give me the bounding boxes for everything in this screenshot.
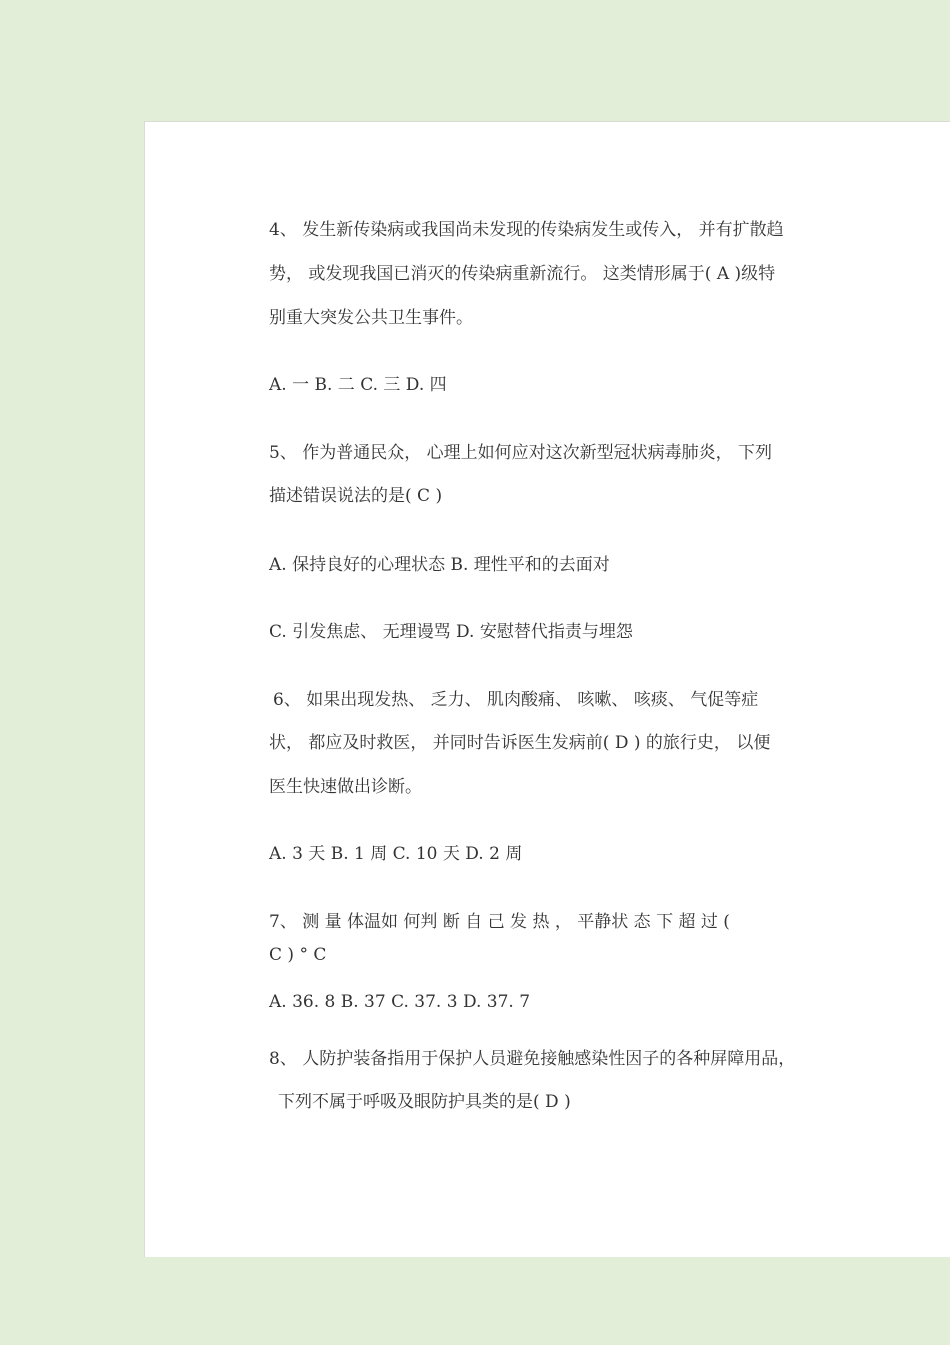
question-6-options: A. 3 天 B. 1 周 C. 10 天 D. 2 周 xyxy=(269,844,523,864)
question-7-line-1: 7、 测 量 体温如 何判 断 自 己 发 热 ， 平静状 态 下 超 过 ( xyxy=(269,912,730,932)
question-6-line-1: 6、 如果出现发热、 乏力、 肌肉酸痛、 咳嗽、 咳痰、 气促等症 xyxy=(273,690,759,710)
question-6-line-3: 医生快速做出诊断。 xyxy=(269,777,422,797)
question-8-line-1: 8、 人防护装备指用于保护人员避免接触感染性因子的各种屏障用品， xyxy=(269,1049,796,1069)
question-7-line-2: C ) ° C xyxy=(269,945,327,965)
document-page xyxy=(144,121,950,1257)
question-5-options-ab: A. 保持良好的心理状态 B. 理性平和的去面对 xyxy=(269,555,610,575)
question-5-line-1: 5、 作为普通民众， 心理上如何应对这次新型冠状病毒肺炎， 下列 xyxy=(269,443,773,463)
question-7-options: A. 36. 8 B. 37 C. 37. 3 D. 37. 7 xyxy=(269,992,531,1012)
question-5-options-cd: C. 引发焦虑、 无理谩骂 D. 安慰替代指责与埋怨 xyxy=(269,622,633,642)
question-5-line-2: 描述错误说法的是( C ) xyxy=(269,486,443,506)
question-4-line-3: 别重大突发公共卫生事件。 xyxy=(269,308,473,328)
question-6-line-2: 状， 都应及时救医， 并同时告诉医生发病前( D ) 的旅行史， 以便 xyxy=(269,733,771,753)
question-4-line-1: 4、 发生新传染病或我国尚未发现的传染病发生或传入， 并有扩散趋 xyxy=(269,220,784,240)
question-8-line-2: 下列不属于呼吸及眼防护具类的是( D ) xyxy=(278,1092,571,1112)
question-4-line-2: 势， 或发现我国已消灭的传染病重新流行。 这类情形属于( A )级特 xyxy=(269,264,776,284)
question-4-options: A. 一 B. 二 C. 三 D. 四 xyxy=(269,375,447,395)
